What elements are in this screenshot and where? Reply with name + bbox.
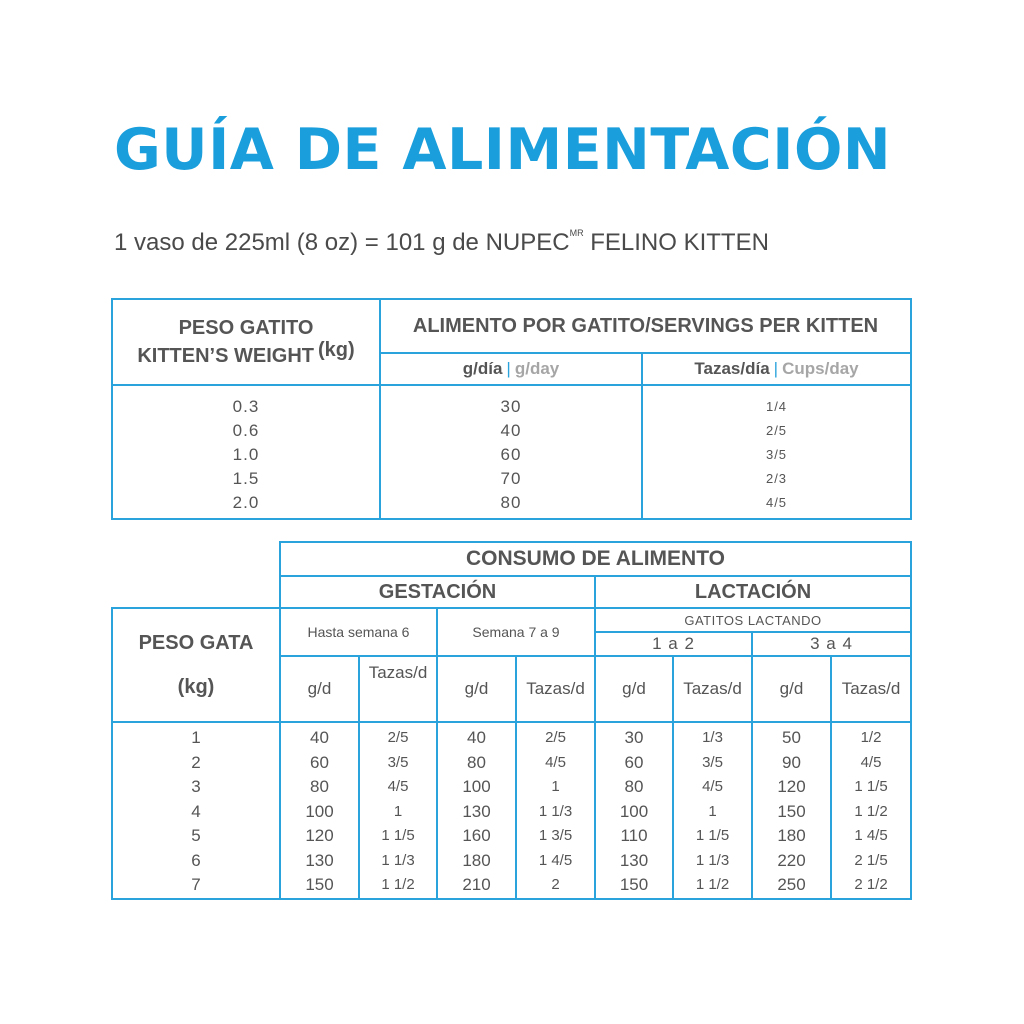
cat-weight-column [112, 722, 280, 899]
table-cell: 2/5 [545, 729, 566, 746]
kittens-3-4-header: 3 a 4 [752, 632, 911, 656]
table-cell: 1 4/5 [854, 827, 888, 844]
col-grams-header: g/d [595, 656, 673, 722]
note-suffix: FELINO KITTEN [583, 229, 769, 256]
cat-weight-header [112, 608, 280, 722]
table-cell: 80 [624, 777, 644, 796]
header-separator: | [773, 359, 779, 378]
col-cups-header: Tazas/d [831, 656, 911, 722]
table-cell: 7 [191, 875, 201, 894]
table-cell: 40 [310, 728, 329, 747]
table-cell: 130 [619, 850, 649, 870]
table-cell: 150 [305, 875, 334, 894]
servings-header: ALIMENTO POR GATITO/SERVINGS PER KITTEN [380, 299, 911, 353]
cups-en-label: Cups/day [782, 359, 859, 378]
table-cell: 2 [551, 876, 560, 893]
table-cell: 3/5 [702, 753, 723, 771]
table-cell: 4/5 [545, 753, 566, 771]
table-cell: 2/3 [765, 471, 788, 486]
kitten-weight-header-line2: KITTEN’S WEIGHT [137, 345, 314, 367]
table-cell: 0.6 [232, 421, 260, 440]
table-cell: 2 1/2 [854, 876, 888, 893]
grams-en-label: g/day [514, 359, 560, 378]
until-week-6-header: Hasta semana 6 [280, 608, 437, 656]
blank-corner [112, 576, 280, 608]
table-cell: 210 [462, 875, 491, 894]
table-cell: 100 [305, 801, 334, 821]
table-cell: 1 [551, 778, 560, 795]
table-cell: 1.0 [232, 445, 260, 464]
col-cups-header: Tazas/d [673, 656, 752, 722]
table-cell: 1 [393, 802, 403, 820]
table-cell: 90 [782, 752, 801, 772]
table-cell: 2/5 [765, 423, 788, 438]
table-cell: 3/5 [765, 447, 788, 462]
table-cell: 150 [777, 801, 806, 821]
table-cell: 120 [305, 826, 334, 845]
grams-per-day-header [380, 353, 642, 385]
table-cell: 150 [619, 875, 649, 894]
serving-equivalence-note [114, 228, 769, 257]
table-cell: 4/5 [387, 778, 409, 795]
cat-weight-unit: (kg) [177, 676, 215, 698]
table-cell: 180 [462, 850, 491, 870]
kitten-weight-column [112, 385, 380, 519]
table-cell: 1 3/5 [538, 827, 573, 844]
table-cell: 1/4 [765, 399, 788, 414]
kittens-3-4-grams-column [752, 722, 831, 899]
cat-weight-label: PESO GATA [138, 632, 254, 654]
table-cell: 40 [467, 728, 486, 747]
table-cell: 80 [310, 777, 329, 796]
kittens-3-4-cups-column [831, 722, 911, 899]
page-title: GUÍA DE ALIMENTACIÓN [114, 117, 892, 183]
table-cell: 3/5 [387, 753, 409, 771]
col-grams-header: g/d [752, 656, 831, 722]
table-cell: 1 1/5 [381, 827, 415, 844]
gestation-header: GESTACIÓN [280, 576, 595, 608]
table-cell: 1/2 [860, 729, 882, 746]
consumption-header: CONSUMO DE ALIMENTO [280, 542, 911, 576]
table-cell: 2.0 [232, 493, 260, 512]
table-cell: 80 [500, 493, 522, 512]
grams-es-label: g/día [462, 359, 503, 378]
table-cell: 100 [462, 777, 491, 796]
kitten-grams-column [380, 385, 642, 519]
note-prefix: 1 vaso de 225ml (8 oz) = 101 g de NUPEC [114, 229, 570, 256]
table-cell: 1 1/3 [538, 802, 573, 820]
table-cell: 180 [777, 826, 806, 845]
table-cell: 1 4/5 [538, 851, 573, 869]
table-cell: 0.3 [232, 397, 260, 416]
table-cell: 4/5 [860, 753, 882, 771]
table-cell: 4 [191, 801, 201, 821]
table-cell: 220 [777, 850, 806, 870]
week-7-9-grams-column [437, 722, 516, 899]
table-cell: 4/5 [702, 778, 723, 795]
kitten-feeding-table [111, 298, 912, 520]
nursing-kittens-header: GATITOS LACTANDO [595, 608, 911, 632]
table-cell: 160 [462, 826, 491, 845]
table-cell: 120 [777, 777, 806, 796]
table-cell: 6 [191, 850, 201, 870]
table-cell: 1 1/2 [854, 802, 888, 820]
kittens-1-2-grams-column [595, 722, 673, 899]
table-cell: 1 [191, 728, 201, 747]
kitten-weight-header-line1: PESO GATITO [178, 317, 314, 339]
table-cell: 30 [500, 397, 522, 416]
table-cell: 2 [191, 752, 201, 772]
col-grams-header: g/d [280, 656, 359, 722]
kitten-weight-header [112, 299, 380, 385]
table-cell: 1 1/2 [695, 876, 730, 893]
table-cell: 5 [191, 826, 201, 845]
table-cell: 3 [191, 777, 201, 796]
kittens-1-2-cups-column [673, 722, 752, 899]
col-grams-header: g/d [437, 656, 516, 722]
col-cups-header: Tazas/d [359, 656, 437, 722]
table-cell: 60 [310, 752, 329, 772]
lactation-header: LACTACIÓN [595, 576, 911, 608]
kitten-cups-column [642, 385, 911, 519]
table-cell: 1/3 [702, 729, 723, 746]
col-cups-header: Tazas/d [516, 656, 595, 722]
table-cell: 1 1/3 [381, 851, 415, 869]
consumption-table [111, 541, 912, 900]
table-cell: 130 [305, 850, 334, 870]
cups-per-day-header [642, 353, 911, 385]
table-cell: 30 [624, 728, 644, 747]
kittens-1-2-header: 1 a 2 [595, 632, 752, 656]
table-cell: 2 1/5 [854, 851, 888, 869]
table-cell: 40 [500, 421, 522, 440]
table-cell: 60 [500, 445, 522, 464]
table-cell: 1 1/2 [381, 876, 415, 893]
table-cell: 50 [782, 728, 801, 747]
week-7-to-9-header: Semana 7 a 9 [437, 608, 595, 656]
table-cell: 1 1/3 [695, 851, 730, 869]
week-7-9-cups-column [516, 722, 595, 899]
table-cell: 250 [777, 875, 806, 894]
table-cell: 60 [624, 752, 644, 772]
table-cell: 110 [620, 826, 648, 845]
table-cell: 100 [619, 801, 649, 821]
until-week-6-cups-column [359, 722, 437, 899]
table-cell: 130 [462, 801, 491, 821]
table-cell: 70 [500, 469, 522, 488]
table-cell: 80 [467, 752, 486, 772]
kitten-weight-unit: (kg) [318, 339, 355, 361]
until-week-6-grams-column [280, 722, 359, 899]
header-separator: | [506, 359, 511, 378]
table-cell: 1 1/5 [695, 827, 730, 844]
blank-corner [112, 542, 280, 576]
table-cell: 1 1/5 [854, 778, 888, 795]
cups-es-label: Tazas/día [694, 359, 770, 378]
table-cell: 2/5 [387, 729, 409, 746]
table-cell: 4/5 [765, 495, 788, 510]
trademark-mark: MR [569, 228, 584, 238]
table-cell: 1.5 [232, 469, 260, 488]
table-cell: 1 [708, 802, 717, 820]
